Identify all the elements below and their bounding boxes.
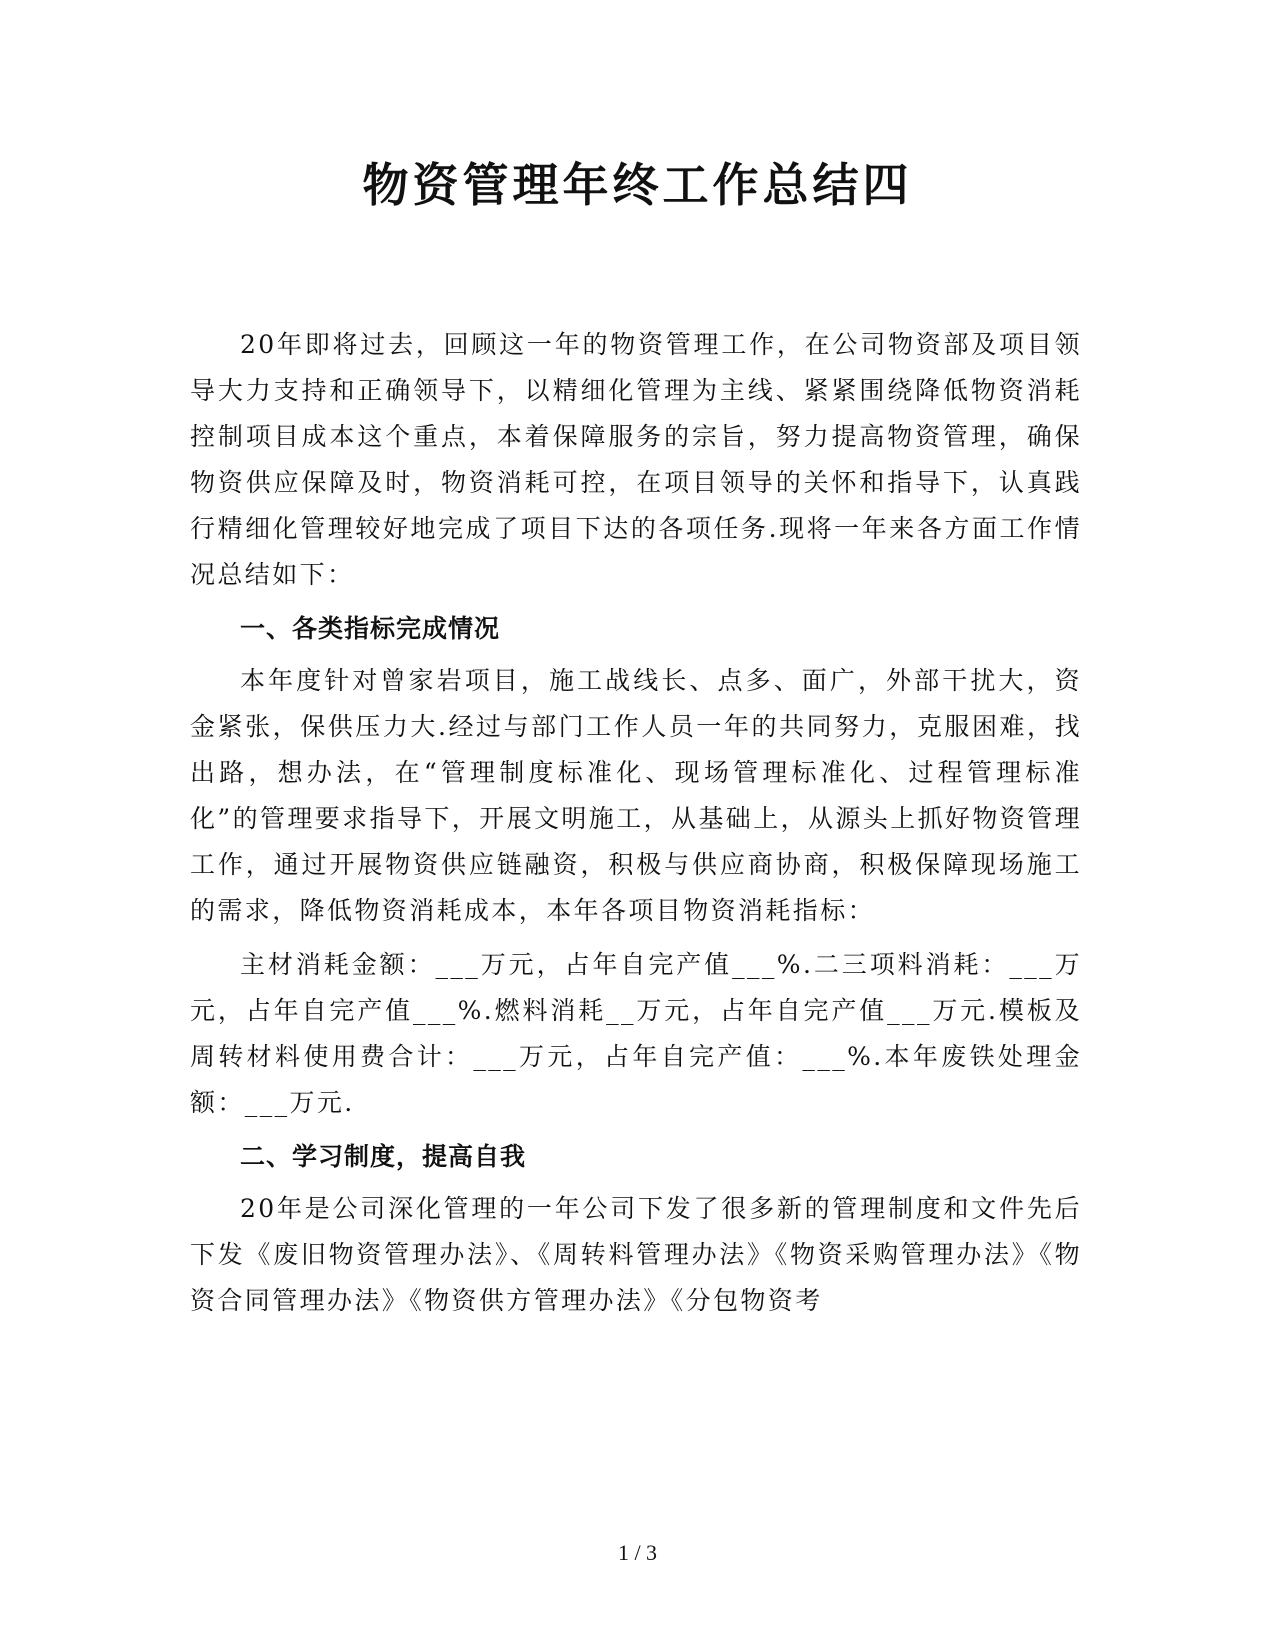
section-heading-study: 二、学习制度，提高自我 <box>240 1142 527 1171</box>
study-paragraph: 20年是公司深化管理的一年公司下发了很多新的管理制度和文件先后下发《废旧物资管理办法》、《周转料管理办法》《物资采购管理办法》《物资合同管理办法》《物资供方管理办法》《分包物资考 <box>190 1194 1082 1315</box>
intro-paragraph: 20年即将过去，回顾这一年的物资管理工作，在公司物资部及项目领导大力支持和正确领导下，以精细化管理为主线、紧紧围绕降低物资消耗控制项目成本这个重点，本着保障服务的宗旨，努力提高物资管理，确保物资供应保障及时，物资消耗可控，在项目领导的关怀和指导下，认真践行精细化管理较好地完成了项目下达的各项任务.现将一年来各方面工作情况总结如下： <box>190 330 1082 589</box>
document-body <box>190 322 1082 1324</box>
consumption-paragraph: 主材消耗金额：___万元，占年自完产值___%.二三项料消耗：___万元，占年自完产值___%.燃料消耗__万元，占年自完产值___万元.模板及周转材料使用费合计：___万元，占年自完产值：___%.本年废铁处理金额：___万元. <box>190 950 1082 1117</box>
paragraph-gap <box>190 934 1082 942</box>
page-number: 1 / 3 <box>617 1540 658 1565</box>
indicators-paragraph: 本年度针对曾家岩项目，施工战线长、点多、面广，外部干扰大，资金紧张，保供压力大.经过与部门工作人员一年的共同努力，克服困难，找出路，想办法，在“管理制度标准化、现场管理标准化、过程管理标准化”的管理要求指导下，开展文明施工，从基础上，从源头上抓好物资管理工作，通过开展物资供应链融资，积极与供应商协商，积极保障现场施工的需求，降低物资消耗成本，本年各项目物资消耗指标： <box>190 666 1082 925</box>
document-title: 物资管理年终工作总结四 <box>362 158 913 212</box>
section-heading-indicators: 一、各类指标完成情况 <box>240 614 501 643</box>
